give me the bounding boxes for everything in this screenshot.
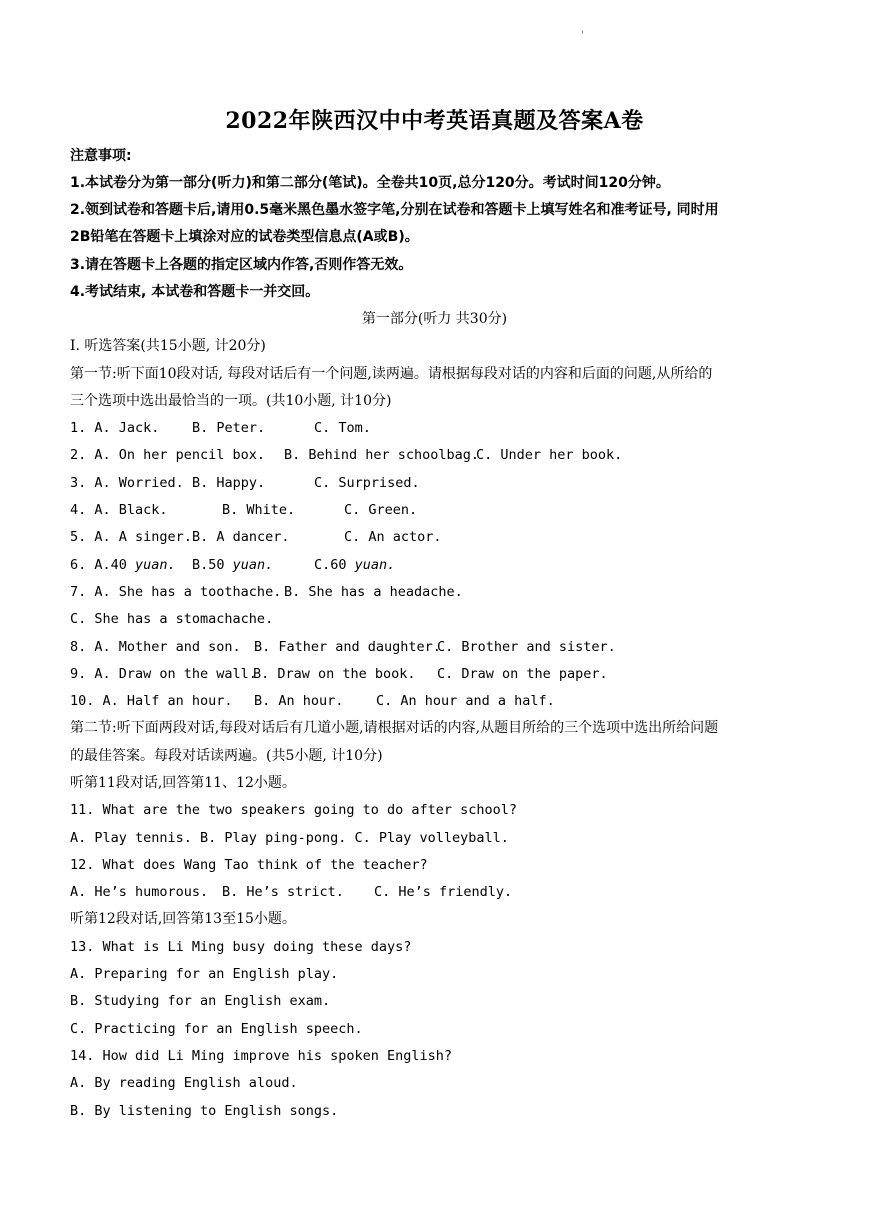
q13-option-c: C. Practicing for an English speech. <box>70 1021 363 1037</box>
section-I-heading: I. 听选答案(共15小题, 计20分) <box>70 338 266 354</box>
question-11-stem: 11. What are the two speakers going to do after school? <box>70 802 518 818</box>
q13-option-b: B. Studying for an English exam. <box>70 993 331 1009</box>
question-1 <box>70 418 371 438</box>
part1-heading: 第一部分(听力 共30分) <box>361 311 508 327</box>
question-9 <box>70 664 608 684</box>
q1-option-a: 1. A. Jack. <box>70 420 160 436</box>
q10-option-b: B. An hour. <box>254 693 344 709</box>
q2-option-c: C. Under her book. <box>476 447 623 463</box>
question-11-options: A. Play tennis. B. Play ping-pong. C. Play volleyball. <box>70 830 509 846</box>
notice-heading: 注意事项: <box>70 148 132 164</box>
q12-option-b: B. He’s strict. <box>222 884 344 900</box>
section2-instructions-2: 的最佳答案。每段对话读两遍。(共5小题, 计10分) <box>70 748 383 764</box>
notice-item-3: 3.请在答题卡上各题的指定区域内作答,否则作答无效。 <box>70 257 413 273</box>
question-3 <box>70 473 420 493</box>
q7-option-c: C. She has a stomachache. <box>70 611 274 627</box>
question-14-stem: 14. How did Li Ming improve his spoken English? <box>70 1048 453 1064</box>
question-7 <box>70 582 463 602</box>
question-12 <box>70 882 512 902</box>
q8-option-b: B. Father and daughter. <box>254 639 441 655</box>
question-12-stem: 12. What does Wang Tao think of the teacher? <box>70 857 428 873</box>
section2-instructions-1: 第二节:听下面两段对话,每段对话后有几道小题,请根据对话的内容,从题目所给的三个选项中选出所给问题 <box>70 720 719 736</box>
q5-option-a: 5. A. A singer. <box>70 529 192 545</box>
q12-option-a: A. He’s humorous. <box>70 884 209 900</box>
q3-option-a: 3. A. Worried. <box>70 475 184 491</box>
q9-option-c: C. Draw on the paper. <box>437 666 608 682</box>
q9-option-b: B. Draw on the book. <box>253 666 416 682</box>
q3-option-c: C. Surprised. <box>314 475 420 491</box>
q8-option-c: C. Brother and sister. <box>437 639 616 655</box>
q10-option-c: C. An hour and a half. <box>376 693 555 709</box>
dialog-11-intro: 听第11段对话,回答第11、12小题。 <box>70 775 296 791</box>
q10-option-a: 10. A. Half an hour. <box>70 693 233 709</box>
top-mark: ' <box>581 30 584 41</box>
q13-option-a: A. Preparing for an English play. <box>70 966 339 982</box>
q14-option-b: B. By listening to English songs. <box>70 1103 339 1119</box>
q4-option-b: B. White. <box>222 502 296 518</box>
question-13-stem: 13. What is Li Ming busy doing these days? <box>70 939 412 955</box>
q4-option-c: C. Green. <box>344 502 418 518</box>
q5-option-b: B. A dancer. <box>192 529 290 545</box>
q3-option-b: B. Happy. <box>192 475 266 491</box>
q12-option-c: C. He’s friendly. <box>374 884 513 900</box>
notice-item-1: 1.本试卷分为第一部分(听力)和第二部分(笔试)。全卷共10页,总分120分。考试时间120分钟。 <box>70 175 670 191</box>
section1-instructions-1: 第一节:听下面10段对话, 每段对话后有一个问题,读两遍。请根据每段对话的内容和后面的问题,从所给的 <box>70 366 713 382</box>
question-8 <box>70 637 616 657</box>
notice-item-4: 4.考试结束, 本试卷和答题卡一并交回。 <box>70 284 320 300</box>
notice-item-2-cont: 2B铅笔在答题卡上填涂对应的试卷类型信息点(A或B)。 <box>70 229 419 245</box>
q1-option-b: B. Peter. <box>192 420 266 436</box>
question-2 <box>70 445 622 465</box>
q6-option-a: 6. A.40 yuan. <box>70 557 176 573</box>
q7-option-b: B. She has a headache. <box>284 584 463 600</box>
page-title: 2022年陕西汉中中考英语真题及答案A卷 <box>225 108 644 134</box>
notice-item-2: 2.领到试卷和答题卡后,请用0.5毫米黑色墨水签字笔,分别在试卷和答题卡上填写姓名和准考证号, 同时用 <box>70 202 719 218</box>
q5-option-c: C. An actor. <box>344 529 442 545</box>
question-5 <box>70 527 442 547</box>
q8-option-a: 8. A. Mother and son. <box>70 639 241 655</box>
q2-option-a: 2. A. On her pencil box. <box>70 447 266 463</box>
q1-option-c: C. Tom. <box>314 420 371 436</box>
q14-option-a: A. By reading English aloud. <box>70 1075 298 1091</box>
q6-option-b: B.50 yuan. <box>192 557 274 573</box>
q7-option-a: 7. A. She has a toothache. <box>70 584 282 600</box>
dialog-12-intro: 听第12段对话,回答第13至15小题。 <box>70 911 296 927</box>
q2-option-b: B. Behind her schoolbag. <box>284 447 480 463</box>
q6-option-c: C.60 yuan. <box>314 557 396 573</box>
question-4 <box>70 500 417 520</box>
question-10 <box>70 691 555 711</box>
section1-instructions-2: 三个选项中选出最恰当的一项。(共10小题, 计10分) <box>70 393 392 409</box>
q4-option-a: 4. A. Black. <box>70 502 168 518</box>
q9-option-a: 9. A. Draw on the wall. <box>70 666 257 682</box>
question-6 <box>70 555 395 575</box>
